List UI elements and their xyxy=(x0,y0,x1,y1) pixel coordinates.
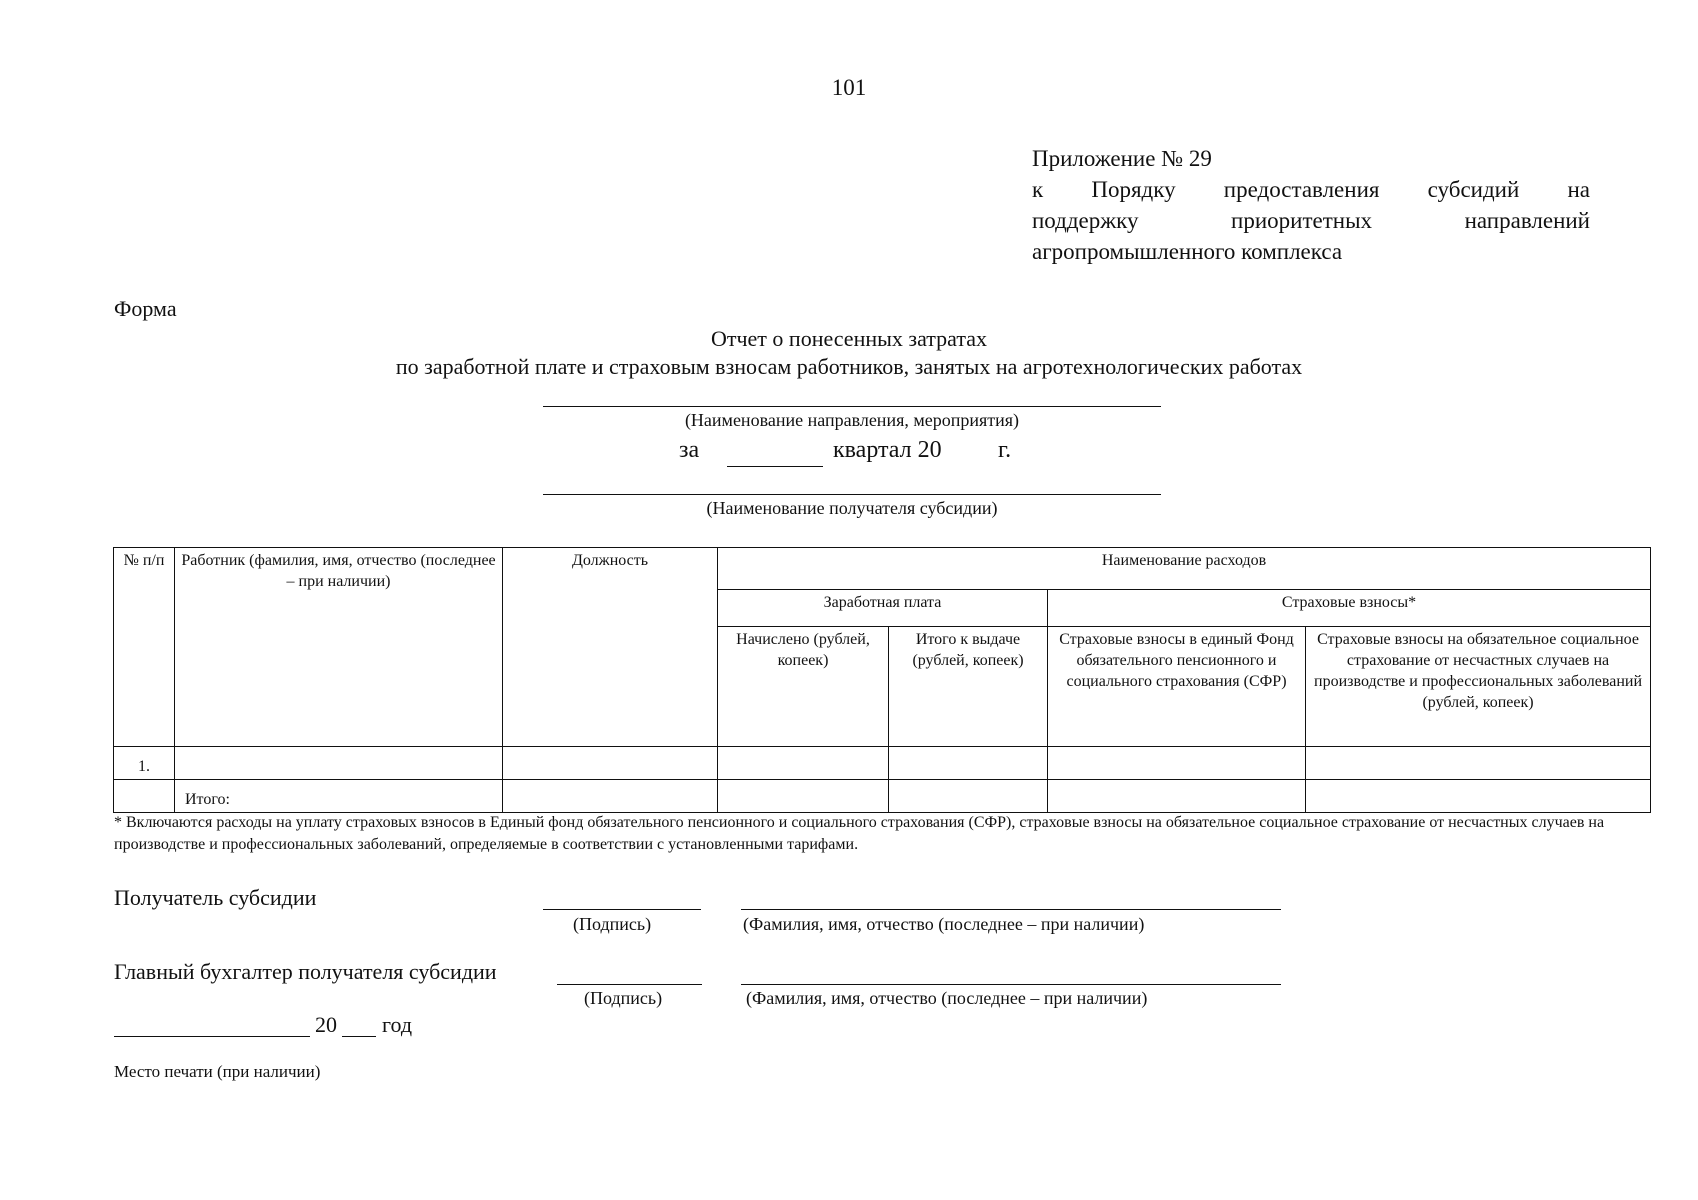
date-year-prefix: 20 xyxy=(315,1012,337,1037)
recipient-name-caption: (Фамилия, имя, отчество (последнее – при наличии) xyxy=(743,914,1145,934)
accountant-name-line[interactable] xyxy=(741,984,1281,985)
recipient-caption: (Наименование получателя субсидии) xyxy=(706,498,998,518)
period-prefix: за xyxy=(679,437,700,463)
header-position: Должность xyxy=(503,548,718,747)
header-salary-group: Заработная плата xyxy=(718,590,1048,627)
appendix-line-3: агропромышленного комплекса xyxy=(1032,239,1343,264)
row-sfr-cell[interactable] xyxy=(1048,747,1306,780)
total-row xyxy=(114,780,1651,813)
recipient-signature-line[interactable] xyxy=(543,909,701,910)
header-payout: Итого к выдаче (рублей, копеек) xyxy=(889,627,1048,747)
total-sfr-cell[interactable] xyxy=(1048,780,1306,813)
page-number: 101 xyxy=(831,75,867,100)
total-position-cell xyxy=(503,780,718,813)
form-label: Форма xyxy=(114,296,177,321)
header-insurance-group: Страховые взносы* xyxy=(1048,590,1651,627)
total-label: Итого: xyxy=(175,780,503,813)
appendix-header xyxy=(1032,143,1590,267)
report-title-line-1: Отчет о понесенных затратах xyxy=(710,326,988,351)
header-sfr: Страховые взносы в единый Фонд обязательного пенсионного и социального страхования (СФР) xyxy=(1048,627,1306,747)
header-accident-insurance: Страховые взносы на обязательное социальное страхование от несчастных случаев на производстве и профессиональных заболеваний (рублей, копеек) xyxy=(1306,627,1651,747)
total-payout-cell[interactable] xyxy=(889,780,1048,813)
accountant-signature-caption: (Подпись) xyxy=(584,988,663,1008)
header-expenses: Наименование расходов xyxy=(718,548,1651,590)
date-year-suffix: год xyxy=(382,1012,413,1037)
row-position-cell[interactable] xyxy=(503,747,718,780)
row-accident-cell[interactable] xyxy=(1306,747,1651,780)
appendix-line-1: к Порядку предоставления субсидий на xyxy=(1032,177,1590,202)
expense-table xyxy=(113,547,1651,813)
accountant-signature-line[interactable] xyxy=(557,984,702,985)
total-accident-cell[interactable] xyxy=(1306,780,1651,813)
period-year-suffix: г. xyxy=(998,437,1012,463)
row-worker-cell[interactable] xyxy=(175,747,503,780)
recipient-signature-caption: (Подпись) xyxy=(573,914,652,934)
header-worker: Работник (фамилия, имя, отчество (последнее – при наличии) xyxy=(175,548,503,747)
report-title-line-2: по заработной плате и страховым взносам работников, занятых на агротехнологических работах xyxy=(395,354,1303,379)
appendix-title: Приложение № 29 xyxy=(1032,146,1212,171)
date-day-month-line[interactable] xyxy=(114,1036,310,1037)
appendix-line-2: поддержку приоритетных направлений xyxy=(1032,208,1590,233)
date-year-line[interactable] xyxy=(342,1036,376,1037)
accountant-label: Главный бухгалтер получателя субсидии xyxy=(114,959,497,984)
direction-caption: (Наименование направления, мероприятия) xyxy=(684,410,1020,430)
row-accrued-cell[interactable] xyxy=(718,747,889,780)
quarter-blank xyxy=(727,466,823,467)
accountant-name-caption: (Фамилия, имя, отчество (последнее – при наличии) xyxy=(746,988,1148,1008)
direction-line xyxy=(543,406,1161,407)
header-num: № п/п xyxy=(114,548,175,747)
table-row xyxy=(114,747,1651,780)
total-num-cell xyxy=(114,780,175,813)
footnote: * Включаются расходы на уплату страховых взносов в Единый фонд обязательного пенсионного и социального страхования (СФР), страховые взносы на обязательное социальное страхование от несчастных случаев на производстве и профессиональных заболеваний, определяемые в соответствии с установленными тарифами. xyxy=(114,814,1605,853)
row-num: 1. xyxy=(114,747,175,780)
total-accrued-cell[interactable] xyxy=(718,780,889,813)
recipient-label: Получатель субсидии xyxy=(114,885,317,910)
period-quarter: квартал 20 xyxy=(833,437,942,463)
header-accrued: Начислено (рублей, копеек) xyxy=(718,627,889,747)
stamp-place: Место печати (при наличии) xyxy=(114,1062,321,1081)
recipient-name-line[interactable] xyxy=(741,909,1281,910)
recipient-line xyxy=(543,494,1161,495)
row-payout-cell[interactable] xyxy=(889,747,1048,780)
